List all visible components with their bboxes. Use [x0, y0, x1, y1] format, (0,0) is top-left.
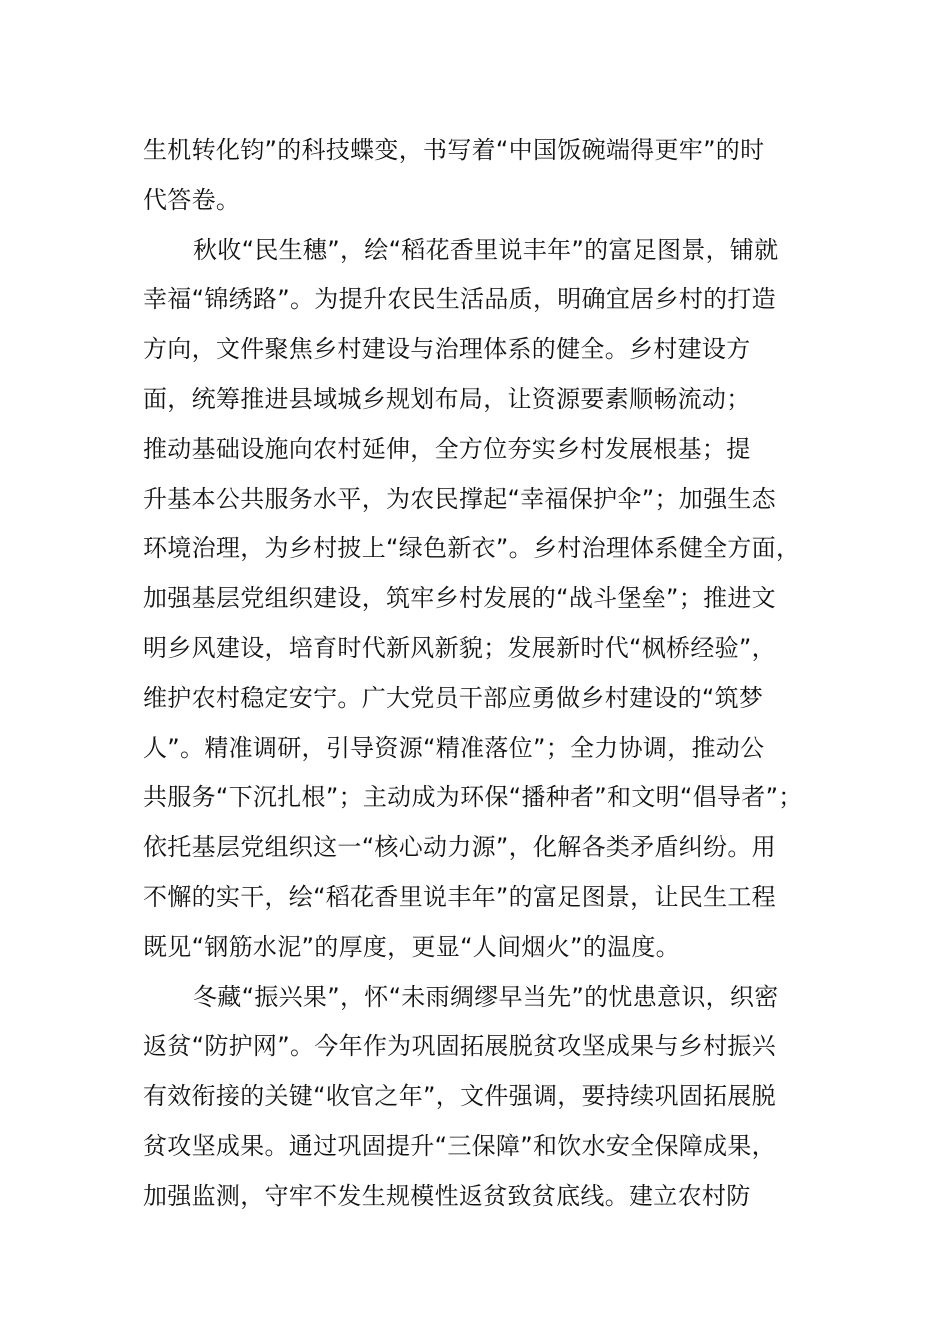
text-line: 依托基层党组织这一“核心动力源”，化解各类矛盾纠纷。用	[143, 833, 776, 862]
paragraph-start-line: 秋收“民生穗”，绘“稻花香里说丰年”的富足图景，铺就	[193, 235, 779, 264]
text-line: 加强基层党组织建设，筑牢乡村发展的“战斗堡垒”；推进文	[143, 584, 776, 613]
text-line: 维护农村稳定安宁。广大党员干部应勇做乡村建设的“筑梦	[143, 683, 764, 712]
text-line: 代答卷。	[143, 185, 241, 214]
text-line: 有效衔接的关键“收官之年”，文件强调，要持续巩固拓展脱	[143, 1082, 776, 1111]
text-line: 明乡风建设，培育时代新风新貌；发展新时代“枫桥经验”，	[143, 633, 776, 662]
text-line: 加强监测，守牢不发生规模性返贫致贫底线。建立农村防	[143, 1181, 751, 1210]
text-line: 共服务“下沉扎根”；主动成为环保“播种者”和文明“倡导者”；	[143, 783, 803, 812]
text-line: 推动基础设施向农村延伸，全方位夯实乡村发展根基；提	[143, 434, 751, 463]
document-body	[143, 126, 843, 1222]
text-line: 人”。精准调研，引导资源“精准落位”；全力协调，推动公	[143, 733, 765, 762]
text-line: 不懈的实干，绘“稻花香里说丰年”的富足图景，让民生工程	[143, 882, 776, 911]
text-line: 既见“钢筋水泥”的厚度，更显“人间烟火”的温度。	[143, 932, 680, 961]
text-line: 升基本公共服务水平，为农民撑起“幸福保护伞”；加强生态	[143, 484, 776, 513]
paragraph-start-line: 冬藏“振兴果”，怀“未雨绸缪早当先”的忧患意识，织密	[193, 982, 779, 1011]
text-line: 生机转化钧”的科技蝶变，书写着“中国饭碗端得更牢”的时	[143, 136, 765, 164]
text-line: 幸福“锦绣路”。为提升农民生活品质，明确宜居乡村的打造	[143, 285, 776, 314]
text-line: 返贫“防护网”。今年作为巩固拓展脱贫攻坚成果与乡村振兴	[143, 1032, 776, 1061]
text-line: 贫攻坚成果。通过巩固提升“三保障”和饮水安全保障成果，	[143, 1131, 776, 1160]
text-line: 面，统筹推进县域城乡规划布局，让资源要素顺畅流动；	[143, 384, 751, 413]
text-line: 方向，文件聚焦乡村建设与治理体系的健全。乡村建设方	[143, 335, 751, 364]
text-line: 环境治理，为乡村披上“绿色新衣”。乡村治理体系健全方面，	[143, 534, 801, 563]
